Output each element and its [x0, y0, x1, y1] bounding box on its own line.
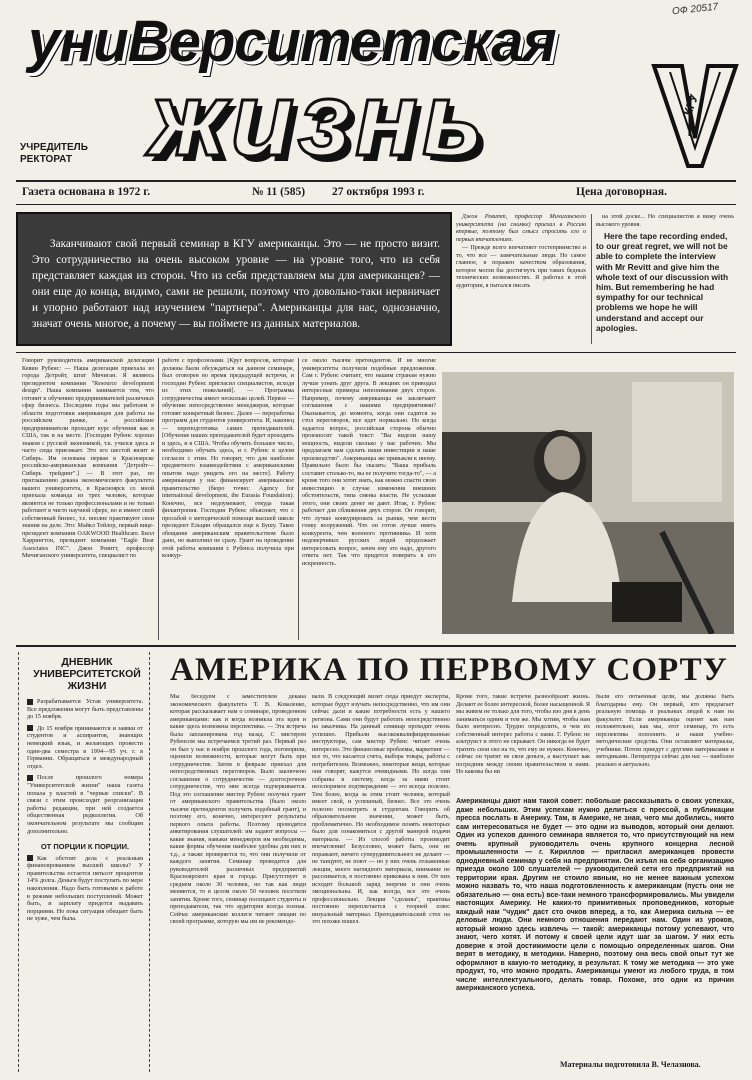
lead-box: [16, 212, 452, 346]
diary-item-2: [27, 725, 143, 771]
column-divider-1: [158, 358, 159, 640]
article-column-4: были его потаенные цели, мы должны быть благодарны ему. Он первый, кто предлагает реальную помощь и реальных людей к нам на факультет. Если американцы оценят как нам положительно, как мы, этот семинар, то есть перспектива пополнить и наши учебно-методические средства. Они оставляют материалы, учебники. Потом приедут с другими материалами и методиками. Литература сейчас для нас — наиболее реально и актуально.: [596, 694, 734, 768]
founded-text: Газета основана в 1972 г.: [22, 186, 151, 198]
revitt-intro: Джон Ревитт, профессор Мичиганского университета (на снимке) приехал в Россию впервые, поэтому был смысл спросить его о первых впечатлениях.: [456, 214, 586, 243]
diary-item-4: [27, 855, 143, 923]
article-headline: АМЕРИКА ПО ПЕРВОМУ СОРТУ: [170, 652, 728, 688]
diary-items: [27, 698, 143, 923]
revitt-intro-column: [456, 214, 586, 374]
revitt-continued: на этой доске... Но специалистов я вижу очень высокого уровня.: [596, 214, 734, 228]
bullet-icon: [27, 699, 33, 705]
diary-subtitle: ОТ ПОРЦИИ К ПОРЦИИ.: [40, 842, 130, 852]
article-credit: Материалы подготовила В. Челазнова.: [560, 1060, 701, 1069]
diary-item-4-text: Как обстоит дела с реальным финансированием высшей школы? У правительства остается пятьсот процентов 14% долга. Деньги будут поступать по мере накопления. Надо быть готовыми к работе в режиме небольших поступлений. Может быть, и зарплату придется выдавать порциями. Но пока ситуация обещает быть не хуже, чем была.: [27, 854, 143, 923]
top-section-rule: [16, 352, 736, 353]
lead-text: Заканчивают свой первый семинар в КГУ американцы. Это — не просто визит. Это сотрудничество на очень высоком уровне — на уровне того, что из себя представляет каждая из сторон. Что из себя представляем мы для американцев? — они еще до конца, видимо, сами не решили, поэтому что довольно-таки нервничает и упорно работают над изучением "партнера". Американцы для нас, однозначно, значат очень многое, а почему — вы поймете из данных материалов.: [32, 238, 440, 330]
diary-item-3-text: После прошлого номера "Университетской жизни" наша газета попала у властей в "черные списки". В связи с этим происходит реорганизация работы редакции, при ней создается общественная редколлегия. Об окончательном результате мы сообщим дополнительно.: [27, 774, 143, 835]
diary-title: ДНЕВНИК УНИВЕРСИТЕТСКОЙ ЖИЗНИ: [33, 656, 141, 692]
column-divider-2: [298, 358, 299, 640]
bullet-icon: [27, 775, 33, 781]
diary-item-1-text: Разрабатывается Устав университета. Все предложения могут быть представлены до 15 ноября.: [27, 698, 143, 721]
kgu-logo: [650, 58, 740, 170]
issue-date: 27 октября 1993 г.: [332, 186, 425, 198]
article-column-2: вали. В следующий визит сюда приедут эксперты, которые будут изучать непосредственно, что им они сейчас дали и какие потребности есть у нашего региона. Сами они будут работать непосредственно на заказчика. На данный семинар проходит очень успешно. Прибыли высококвалифицированные инструкторы, сам мистер Рубенс читает очень интересно. Это финансовые проблемы, маркетинг — все то, что касается счета, выбора товара, работы с потребителем. Возможно, некоторые вещи, которые они говорят, кажутся очевидными. Но когда они собраны в систему, когда за ними стоит неоспоримое подтверждение — это всегда полезно. Тем более, когда за этим стоит человек, который имеет свой, и успешный, бизнес. Все это очень полезно посмотреть и студентам. Говорить об образовательном значении, может быть, проблематично. Но необходимое понять некоторых было для ознакомиться с другой манерой подачи материала. — Из способ работы производит впечатление! Безусловно, может быть, они не поражают, ничего суперудивительного не делают — не танцуют, не поют — но у них очень отлаженные лекции, много наглядного материала, внимание не рассеивается, в постоянно прикована к ним. От них исходит большой заряд энергии и они очень эмоциональны. И, как всегда, все это очень профессионально. Лекции "сделаны", практика постоянно переплетается с теорией плюс визуальный материал. Преподавательский стол на это похоже вошел.: [312, 694, 450, 925]
price-text: Цена договорная.: [576, 186, 668, 198]
founder-line-1: УЧРЕДИТЕЛЬ: [20, 142, 88, 153]
revitt-continued-column: [596, 214, 734, 354]
bullet-icon: [27, 725, 33, 731]
article-column-1: Мы беседуем с заместителем декана экономического факультета Т. В. Коваленко, которая рассказывает нам о семинаре, проведенном американцами: как и когда возникла эта идея и какие здесь возможны перспективы. — Эта встреча была запланирована год назад. С мистером Рубенсом мы встречаемся третий раз. Первый раз он был у нас в ноябре прошлого года, поговорили, оценили возможности, которые могут быть при сотрудничестве. Затем в феврале приехал для непосредственных переговоров. Было заключено соглашение о сотрудничестве — долгосрочном сотрудничестве, что мне всегда подчеркивается. Под это соглашение мистер Рубенс получил грант от американского правительства (было около тысячи претендентов получить подобный грант), и поэтому его, конечно, интересуют результаты первого опыта работы. Поэтому проводятся анкетирования слушателей: им задают вопросы — какие знания, навыки менеджеров им необходимы, какие формы обучения наиболее удобны для них и т.д., а также проверяется то, что они получили от каждого занятия. Семинар проводится для руководителей различных предприятий Красноярского края и города. Присутствует в среднем около 30 человек, но так как люди меняются, то в целом около 50 человек посетили занятия. Кроме того, семинар посещают студенты и преподаватели, так что аудитория всегда полная. Сейчас американские коллеги читают лекции по своей программе, которую мы им не рекомендо-: [170, 694, 306, 925]
article-column-3: Кроме того, такие встречи разнообразят жизнь. Делают ее более интересной, более насыщенной. Я мы живем не только для того, чтобы изо дня в день заниматься одним и тем же. Мы хотим, чтобы нам было интересно. Трудно определить, в чем их собственный интерес работы с нами. Г. Рубенс не альтруист и этого не скрывает. Он никогда не будет тратить свои сил на то, что ему не нужно. Конечно, сейчас он тратит не свои деньги, а выступает как посредник между своим правительством и нами. Но каковы бы ни: [456, 694, 590, 775]
info-bar: [16, 183, 736, 203]
revitt-photo: [442, 372, 734, 634]
masthead-rule-top: [16, 180, 736, 182]
middle-section-rule: [16, 645, 736, 647]
masthead-title-top: униВерситетская: [28, 9, 556, 74]
founder-label: [20, 142, 88, 166]
revitt-english-note: Here the tape recording ended, to our great regret, we will not be able to complete the interview with Mr Revitt and give him the whole text of our discussion with him. But remembering he had sympathy for our technical problems we hope he will understand and accept our apologies.: [596, 231, 729, 333]
archive-stamp: ОФ 20517: [671, 1, 719, 18]
diary-item-1: [27, 698, 143, 721]
diary-item-3: [27, 774, 143, 835]
issue-number: № 11 (585): [252, 186, 306, 198]
masthead-rule-bottom: [16, 204, 736, 205]
bullet-icon: [27, 855, 33, 861]
revitt-divider: [591, 214, 592, 344]
diary-item-2-text: До 15 ноября принимаются и заявки от студентов и аспирантов, знающих немецкий язык, и желающих провести один-два семестра в 1994—95 уч. г. в Германии. Обращаться в международный отдел.: [27, 724, 143, 770]
kgu-logo-text: КГУ: [680, 92, 702, 118]
founder-line-2: РЕКТОРАТ: [20, 154, 72, 165]
masthead-title-bottom: жизнь: [150, 62, 488, 178]
diary-sidebar: [18, 652, 150, 1072]
rubens-column-2: работе с профсоюзами. [Круг вопросов, которые должны были обсуждаться на данном семинаре, был оговорен во время предыдущей встречи, и господин Рубенс пригласил специалистов, исходя из этих пожеланий]. — Программа сотрудничества имеет несколько целей. Первое — обучение непосредственно менеджеров, которые готовят конкретный бизнес. Далее — переработка программ для студентов университета. И, наконец — переподготовка самих преподавателей. [Обучение наших преподавателей будет проходить и здесь, и в США. Чтобы обучить большее число, необходимо обучать здесь, и г. Рубенс в целом согласен с этим. Но говорит, что для наиболее предметного взаимодействия с американскими опытом надо увидеть его на месте]. Работу американцев у нас финансирует американское правительство (бюро точно: Agency for international development, the Eurasia Foundation). Конечно, все недоумевают, откуда такая филантропия. Господин Рубенс объясняет, что с просьбой о методической помощи высшей школе президент Ельцин обращался еще к Бушу. Такое обещание американским правительством было дано, но выполнил не сразу. Грант на проведение этой работы компания г. Рубенса получила при конкур-: [162, 358, 294, 559]
revitt-answer: — Прежде всего впечатляет гостеприимство и то, что все — замечательные люди. Но самое главное, я поражен качеством образования, которое могли бы достигнуть при таких бедных технических возможностях. Я работал в этой аудитории, я пытался писать: [456, 245, 586, 289]
rubens-column-3: се около тысячи претендентов. И не многие университеты получили подобные предложения. Сам г. Рубенс считает, что нашим странам нужно лучше узнать друг друга. В лекциях он приводил интересные примеры непонимания двух сторон. Например, почему американцы не заключают соглашения с нашими предприятиями? Оказывается, до момента, когда они садятся за стол переговоров, все идет нормально. Но когда задается вопрос, российская сторона обычно произносит такой текст: "Вы видели нашу мощность, видели сколько у нас рабочих. Мы предлагаем вам сделать ваши инвестиции в наше производство". Американцы же привыкли к иному. Правильно было бы сказать: "Ваша прибыль составит столько-то, вы ее получите тогда-то", — а кроме того они хотят знать, как можно спасти свою инвестицию в случае изменения внешних обстоятельств, типа смены власти. Не услышав этого, они своих денег не дают. Итак, г. Рубенс работает для сближения двух сторон. Он говорит, что лучше конкурировать за рынки, чем вести гонку вооружений. Что он готов лучше иметь конкурента, чем военного противника. И хотя недоверчивых русских людей продолжает интересовать вопрос, зачем ему это надо, другого ответа нет. Так что придется поверить в его искренность.: [302, 358, 436, 567]
article-advice: Американцы дают нам такой совет: побольше рассказывать о своих успехах, даже небольших. Этим успехам нужно делиться с прессой, а публикации пресса послать в Америку. Там, в Америке, не зная, чего мы добились, никто сам интересоваться не будет — это одни из выводов, который они делают. Один из успехов данного семинара является то, что присутствующий на нем очень крупный руководитель очень крупного концерна лесной промышленности — г. Кириллов — пригласил американцев провести однодневный семинар у себя на предприятии. Он изъял на себя организацию приезда около 100 слушателей — руководителей сети его предприятий на территории края. Другим не стоило явным, но не менее важным успехом можно назвать то, что наша подготовленность к американцам (пусть они не обязательно — она есть) все-таки немного трансформировались. Мы увидели настоящих Америку. Не каких-то примитивных проповедников, которые каждый нам "чудик" даст сто очков вперед, а то, как Америка сильна — ее деловые люди. Они немного отношения передают нам. Один из уроков, который можно здесь извлечь — такой: американцы потому успевают, что знают, чего хотят. И потому к своей цели идут шаг за шагом. У них есть доверие к этой достижимости цели с помощью определенных шагов. Они верят в методику, в методики. Наверно, поэтому она весь свой опыт тут же оформляют в какую-то методику, в результат. К тому же методика — это уже продукт, то, что можно продать. Американцы умеют из любого труда, в том числе интеллектуального, делать товар. Похоже, это одни из причин американского успеха.: [456, 798, 734, 992]
rubens-column-1: Говорит руководитель американской делегации Кевин Рубенс: — Наша делегация приехала из города Детройт, штат Мичиган. Я являюсь президентом компании "Resource development design". Наша компания занимается тем, что готовит к обучению предпринимателей различных сфер бизнеса. Последние годы мы работаем в области подготовки американцев для работы на российском рынке, а российские предприниматели проходят курс обучения как в США, так и на месте. [Господин Рубенс хорошо знаком с русской экономикой, т.к. учился здесь и часто сюда приезжает. Это его шестой визит в Сибирь. Им основана первая в Красноярске российско-американская компания "Детройт—Сибирь трейдинг".] — В этот раз, по приглашению декана экономического факультета вашего университета, в Красноярск со мной приехала команда из трех человек, которые являются не только профессионалами и не только работают в чисто научной сфере, но и имеют свой собственный бизнес, т.е. вполне практикуют свои знания на деле. Это: Майкл Тейлор, первый вице-президент компании OAKWOOD Healthcare. Билл Харрингтон, президент компании "Eagle Bear Associates INC". Джон Ревитт, профессор Мичиганского университета, специалист по: [22, 358, 154, 559]
